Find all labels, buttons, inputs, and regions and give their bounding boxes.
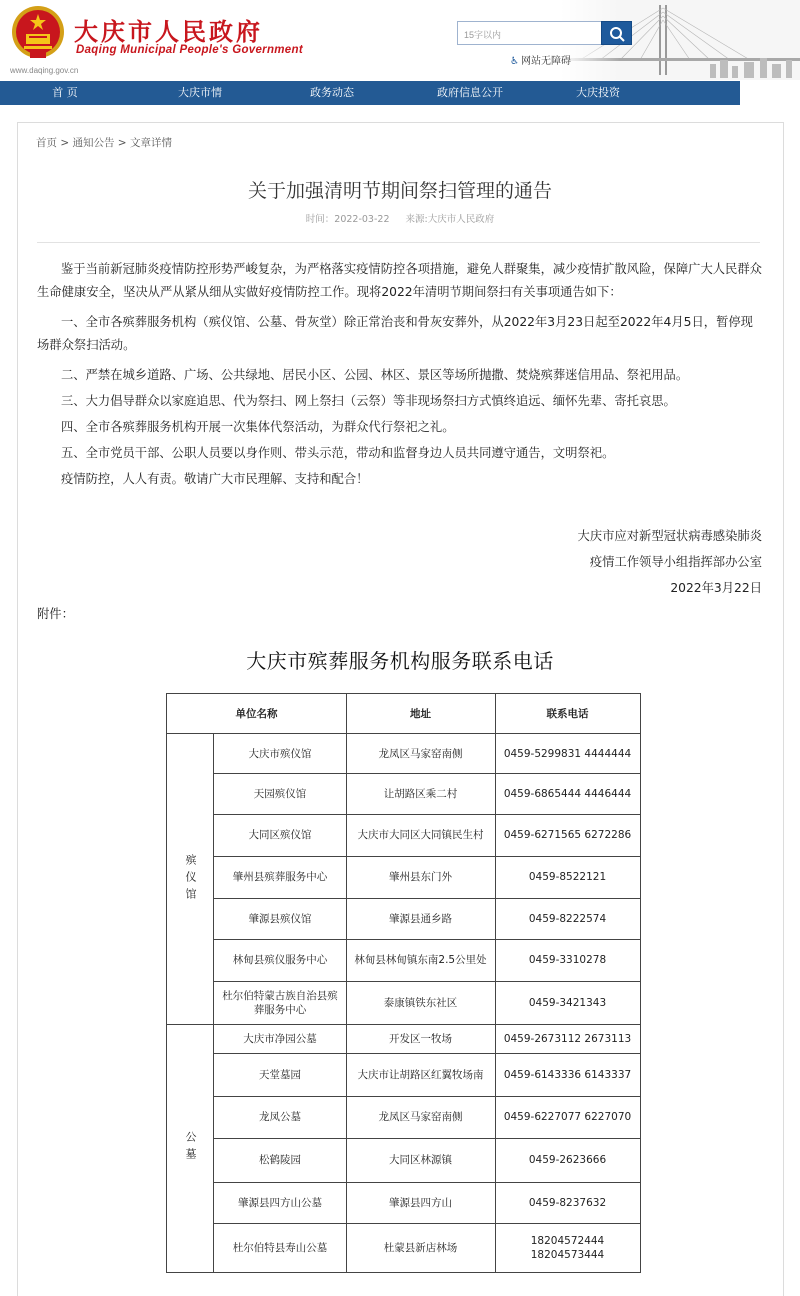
cell-name: 大庆市殡仪馆 <box>248 747 312 760</box>
cell-phone[interactable]: 0459-8237632 <box>528 1196 607 1209</box>
group-label <box>167 734 213 1024</box>
group-label-text: 公墓 <box>184 1131 197 1165</box>
article-paragraph: 鉴于当前新冠肺炎疫情防控形势严峻复杂，为严格落实疫情防控各项措施，避免人群聚集，减少疫情扩散风险，保障广大人民群众生命健康安全，坚决从严从紧从细从实做好疫情防控工作。现将2022年清明节期间祭扫有关事项通告如下： <box>37 262 762 299</box>
article-paragraph: 四、全市各殡葬服务机构开展一次集体代祭活动，为群众代行祭祀之礼。 <box>61 420 455 434</box>
cell-name: 肇州县殡葬服务中心 <box>232 871 328 883</box>
cell-name: 肇源县四方山公墓 <box>238 1196 322 1209</box>
column-divider <box>346 694 347 1272</box>
cell-address: 杜蒙县新店林场 <box>383 1241 458 1254</box>
article-title: 关于加强清明节期间祭扫管理的通告 <box>247 180 552 202</box>
column-divider <box>495 694 496 1272</box>
cell-phone[interactable]: 0459-3421343 <box>528 996 607 1009</box>
cell-phone[interactable]: 0459-2673112 2673113 <box>503 1032 632 1045</box>
signature-line: 疫情工作领导小组指挥部办公室 <box>589 555 762 569</box>
group-label <box>167 1024 213 1272</box>
wheelchair-icon: ♿ <box>510 56 519 67</box>
article-paragraph: 疫情防控，人人有责。敬请广大市民理解、支持和配合！ <box>61 472 369 486</box>
main-nav <box>0 81 740 105</box>
cell-phone[interactable]: 0459-6227077 6227070 <box>503 1111 632 1123</box>
article-paragraph: 五、全市党员干部、公职人员要以身作则、带头示范，带动和监督身边人员共同遵守通告，文明祭祀。 <box>61 446 615 460</box>
search-input[interactable]: 15字以内 <box>457 21 602 45</box>
cell-address: 肇源县通乡路 <box>389 912 452 925</box>
cell-address: 泰康镇铁东社区 <box>383 996 458 1009</box>
cell-address: 龙凤区马家窑南侧 <box>378 747 463 760</box>
cell-phone[interactable]: 0459-6271565 6272286 <box>503 829 632 841</box>
group-divider <box>213 1024 214 1272</box>
national-emblem-icon[interactable] <box>8 4 68 64</box>
article-paragraph: 一、全市各殡葬服务机构（殡仪馆、公墓、骨灰堂）除正常治丧和骨灰安葬外，从2022年3月23日起至2022年4月5日，暂停现场群众祭扫活动。 <box>37 315 753 352</box>
publish-time: 时间：2022-03-22 <box>305 214 390 225</box>
group-label-text: 殡仪馆 <box>184 853 197 905</box>
contact-table <box>166 693 641 1273</box>
cell-name: 天堂墓园 <box>259 1068 301 1081</box>
site-header <box>0 0 800 80</box>
cell-name: 大同区殡仪馆 <box>248 829 312 841</box>
column-header-phone: 联系电话 <box>546 708 589 720</box>
nav-item-info-disclosure[interactable]: 政府信息公开 <box>437 86 503 99</box>
cell-name: 天园殡仪馆 <box>253 787 307 800</box>
attachment-label: 附件： <box>37 607 74 621</box>
cell-address: 让胡路区乘二村 <box>383 787 458 800</box>
accessibility-link[interactable] <box>510 52 571 67</box>
site-title[interactable]: 大庆市人民政府 <box>74 17 263 46</box>
accessibility-label: 网站无障碍 <box>520 56 571 67</box>
article-source: 来源:大庆市人民政府 <box>405 214 495 225</box>
cell-name: 肇源县殡仪馆 <box>248 912 312 925</box>
cell-address: 大同区林源镇 <box>389 1154 452 1166</box>
cell-name: 杜尔伯特县寿山公墓 <box>232 1241 328 1254</box>
group-divider <box>213 734 214 1024</box>
site-subtitle: Daqing Municipal People's Government <box>76 44 303 56</box>
divider <box>37 242 760 243</box>
nav-item-investment[interactable]: 大庆投资 <box>576 86 620 99</box>
cell-address: 龙凤区马家窑南侧 <box>378 1111 463 1123</box>
search-icon <box>602 22 633 46</box>
cell-name: 大庆市净园公墓 <box>243 1032 317 1045</box>
cell-name: 林甸县殡仪服务中心 <box>232 954 328 966</box>
cell-phone[interactable]: 0459-6143336 6143337 <box>503 1068 632 1081</box>
cell-phone[interactable]: 0459-8222574 <box>528 912 607 925</box>
nav-item-gov-news[interactable]: 政务动态 <box>310 86 354 99</box>
cell-address: 大庆市大同区大同镇民生村 <box>357 829 484 841</box>
cell-address: 大庆市让胡路区红翼牧场南 <box>357 1068 484 1081</box>
cell-address: 林甸县林甸镇东南2.5公里处 <box>354 954 487 966</box>
cell-phone[interactable]: 0459-2623666 <box>528 1154 607 1166</box>
cell-phone[interactable]: 0459-3310278 <box>528 954 607 966</box>
cell-address: 开发区一牧场 <box>389 1032 452 1045</box>
table-title: 大庆市殡葬服务机构服务联系电话 <box>246 649 554 673</box>
breadcrumb[interactable]: 首页 > 通知公告 > 文章详情 <box>36 137 172 149</box>
signature-line: 大庆市应对新型冠状病毒感染肺炎 <box>577 529 762 543</box>
cell-name: 松鹤陵园 <box>259 1154 301 1166</box>
cell-address: 肇州县东门外 <box>389 871 452 883</box>
article-meta <box>0 211 800 225</box>
table-header <box>167 694 640 734</box>
article-paragraph: 二、严禁在城乡道路、广场、公共绿地、居民小区、公园、林区、景区等场所抛撒、焚烧殡葬迷信用品、祭祀用品。 <box>61 368 689 382</box>
cell-phone[interactable]: 0459-6865444 4446444 <box>503 787 632 800</box>
cell-name: 龙凤公墓 <box>259 1111 301 1123</box>
nav-item-city-info[interactable]: 大庆市情 <box>178 86 222 99</box>
site-url: www.daqing.gov.cn <box>10 66 79 75</box>
nav-item-home[interactable]: 首 页 <box>52 86 78 99</box>
cell-address: 肇源县四方山 <box>389 1196 452 1209</box>
cell-phone[interactable]: 18204572444 18204573444 <box>530 1234 605 1261</box>
search-button[interactable] <box>601 21 632 45</box>
cell-phone[interactable]: 0459-5299831 4444444 <box>503 747 632 760</box>
cell-name: 杜尔伯特蒙古族自治县殡葬服务中心 <box>222 989 338 1016</box>
cell-phone[interactable]: 0459-8522121 <box>528 871 607 883</box>
article-paragraph: 三、大力倡导群众以家庭追思、代为祭扫、网上祭扫（云祭）等非现场祭扫方式慎终追远、缅怀先辈、寄托哀思。 <box>61 394 676 408</box>
signature-date: 2022年3月22日 <box>670 581 762 595</box>
column-header-name: 单位名称 <box>235 708 278 720</box>
column-header-address: 地址 <box>410 708 431 720</box>
